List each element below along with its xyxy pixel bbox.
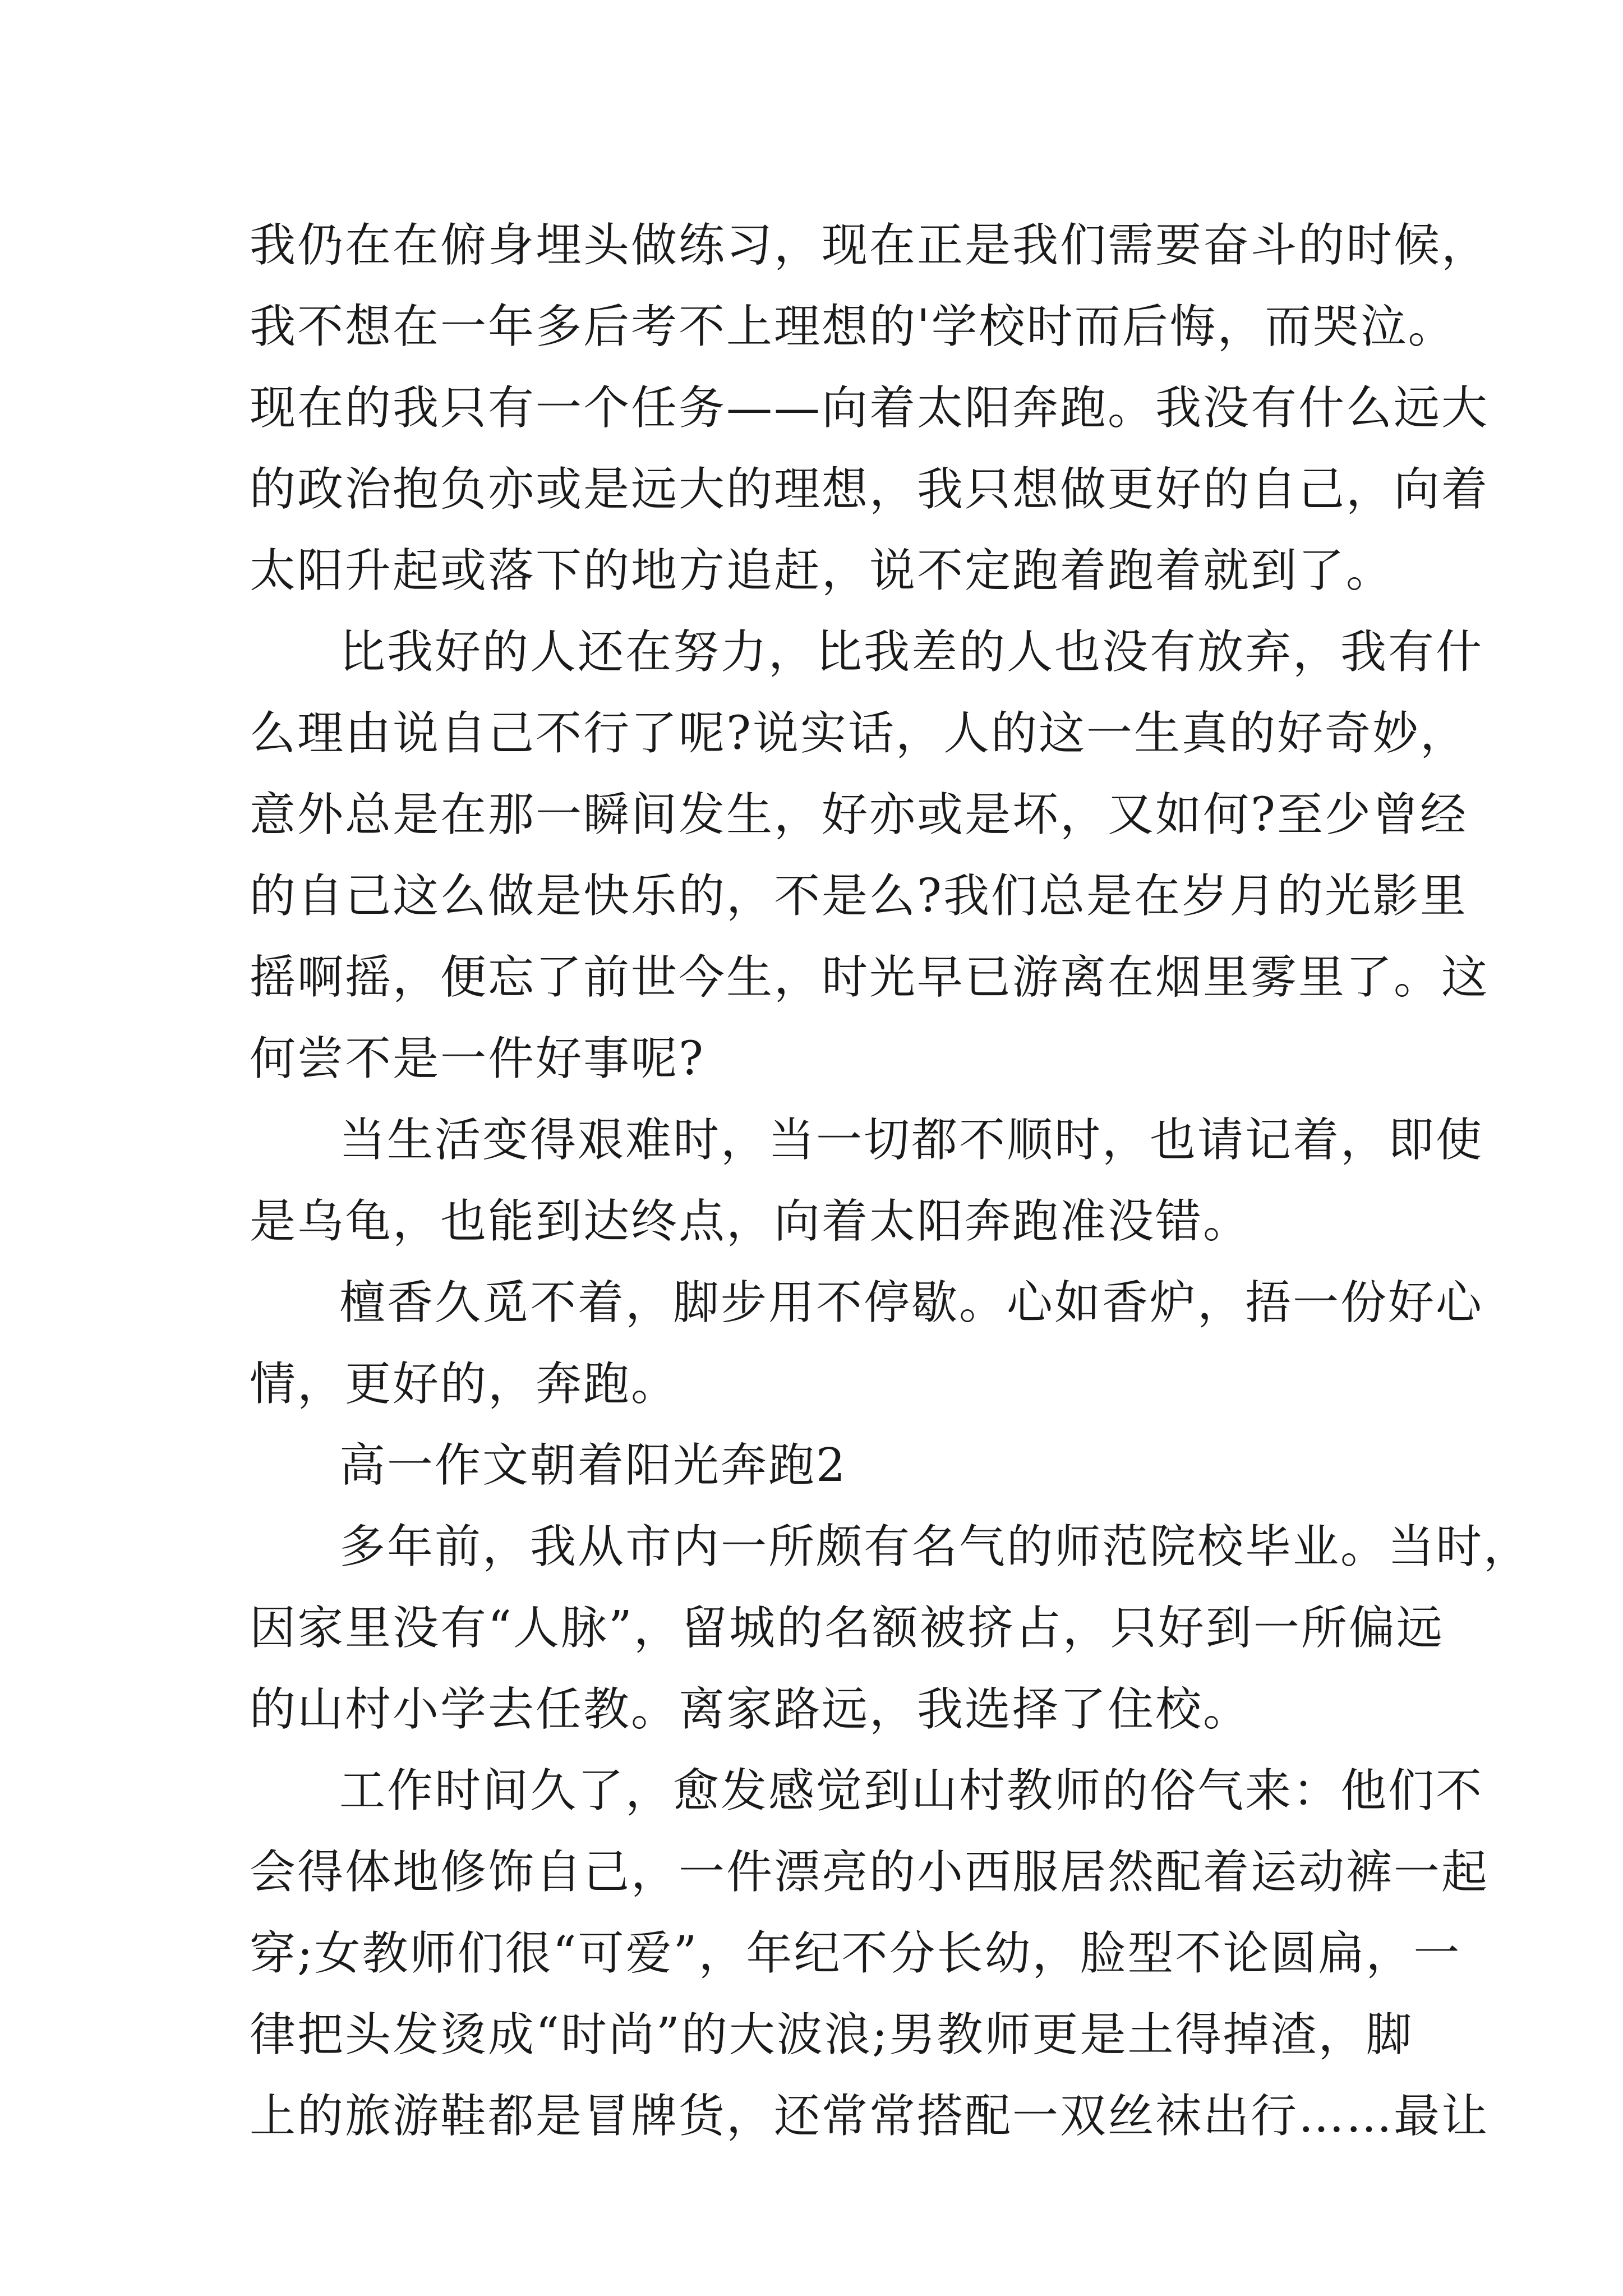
text-line: 摇啊摇，便忘了前世今生，时光早已游离在烟里雾里了。这: [250, 951, 1490, 1004]
text-line: 上的旅游鞋都是冒牌货，还常常搭配一双丝袜出行……最让: [250, 2090, 1490, 2143]
text-line: 檀香久觅不着，脚步用不停歇。心如香炉，捂一份好心: [339, 1276, 1484, 1329]
text-line: 当生活变得艰难时，当一切都不顺时，也请记着，即使: [339, 1114, 1484, 1167]
text-line: 多年前，我从市内一所颇有名气的师范院校毕业。当时，: [339, 1520, 1532, 1573]
text-line: 情，更好的，奔跑。: [250, 1358, 679, 1411]
text-line: 因家里没有“人脉”，留城的名额被挤占，只好到一所偏远: [250, 1602, 1444, 1655]
text-line: 穿;女教师们很“可爱”，年纪不分长幼，脸型不论圆扁，一: [250, 1927, 1461, 1980]
text-line: 么理由说自己不行了呢?说实话，人的这一生真的好奇妙，: [250, 707, 1468, 760]
text-line: 会得体地修饰自己，一件漂亮的小西服居然配着运动裤一起: [250, 1846, 1490, 1899]
text-line: 我仍在在俯身埋头做练习，现在正是我们需要奋斗的时候，: [250, 219, 1490, 272]
text-line: 意外总是在那一瞬间发生，好亦或是坏，又如何?至少曾经: [250, 788, 1468, 841]
text-line: 律把头发烫成“时尚”的大波浪;男教师更是土得掉渣，脚: [250, 2008, 1414, 2062]
text-line: 比我好的人还在努力，比我差的人也没有放弃，我有什: [339, 625, 1484, 679]
text-line: 高一作文朝着阳光奔跑2: [339, 1439, 847, 1492]
text-line: 的山村小学去任教。离家路远，我选择了住校。: [250, 1683, 1251, 1736]
text-line: 工作时间久了，愈发感觉到山村教师的俗气来：他们不: [339, 1764, 1484, 1818]
text-line: 的政治抱负亦或是远大的理想，我只想做更好的自己，向着: [250, 463, 1490, 516]
document-body: [250, 205, 1532, 2157]
text-line: 何尝不是一件好事呢?: [250, 1032, 705, 1085]
text-line: 我不想在一年多后考不上理想的'学校时而后悔，而哭泣。: [250, 300, 1456, 353]
text-line: 的自己这么做是快乐的，不是么?我们总是在岁月的光影里: [250, 869, 1468, 923]
text-line: 太阳升起或落下的地方追赶，说不定跑着跑着就到了。: [250, 544, 1394, 597]
text-line: 现在的我只有一个任务——向着太阳奔跑。我没有什么远大: [250, 381, 1490, 435]
text-line: 是乌龟，也能到达终点，向着太阳奔跑准没错。: [250, 1195, 1251, 1248]
